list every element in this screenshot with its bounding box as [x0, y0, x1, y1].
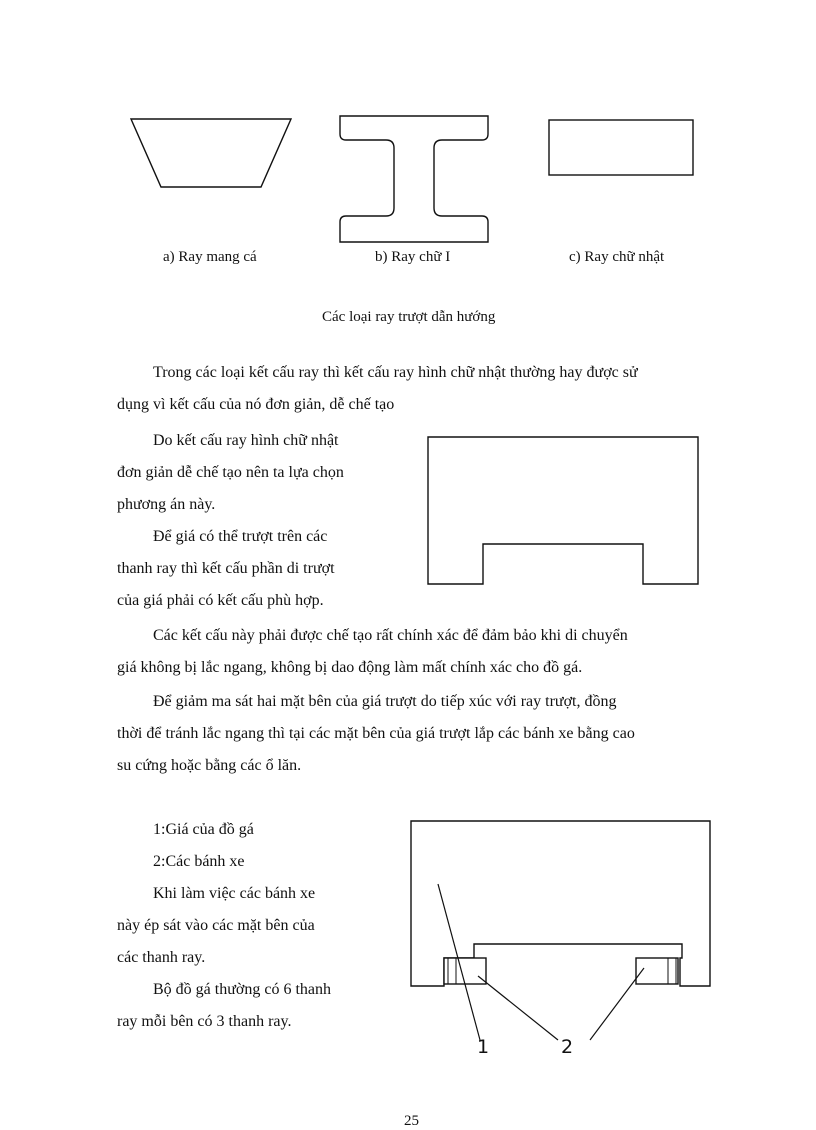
- figure-caption: Các loại ray trượt dẫn hướng: [322, 309, 496, 325]
- paragraph-4-line-1: Các kết cấu này phải được chế tạo rất chính xác để đảm bảo khi di chuyển: [153, 627, 628, 644]
- legend-block: [117, 814, 397, 1038]
- paragraph-3-line: thanh ray thì kết cấu phần di trượt: [117, 560, 335, 577]
- page-number: 25: [404, 1113, 419, 1129]
- rectangular-rail-drawing: [546, 117, 696, 177]
- paragraph-7-line: ray mỗi bên có 3 thanh ray.: [117, 1013, 292, 1030]
- paragraph-5-line-3: su cứng hoặc bằng các ổ lăn.: [117, 757, 302, 774]
- paragraph-5-line-1: Để giảm ma sát hai mặt bên của giá trượt do tiếp xúc với ray trượt, đồng: [153, 693, 617, 710]
- paragraph-5-line-2: thời để tránh lắc ngang thì tại các mặt bên của giá trượt lắp các bánh xe bằng cao: [117, 725, 635, 742]
- carriage-with-wheels-drawing: [408, 818, 714, 1068]
- paragraph-1-line-2: dụng vì kết cấu của nó đơn giản, dễ chế tạo: [117, 396, 395, 413]
- paragraph-1-line-1: Trong các loại kết cấu ray thì kết cấu ray hình chữ nhật thường hay được sử: [153, 364, 638, 381]
- callout-2: 2: [561, 1036, 574, 1058]
- paragraph-2: [117, 425, 407, 617]
- paragraph-2-line: phương án này.: [117, 496, 216, 513]
- paragraph-2-line: Do kết cấu ray hình chữ nhật: [153, 432, 339, 449]
- i-rail-drawing: [336, 112, 492, 246]
- label-rectangular-rail: c) Ray chữ nhật: [569, 249, 665, 265]
- paragraph-2-line: đơn giản dễ chế tạo nên ta lựa chọn: [117, 464, 344, 481]
- label-dovetail-rail: a) Ray mang cá: [163, 249, 257, 265]
- paragraph-3-line: Để giá có thể trượt trên các: [153, 528, 328, 545]
- paragraph-7-line: Bộ đồ gá thường có 6 thanh: [153, 981, 331, 998]
- paragraph-6-line: này ép sát vào các mặt bên của: [117, 917, 315, 934]
- dovetail-rail-drawing: [128, 116, 294, 190]
- paragraph-4-line-2: giá không bị lắc ngang, không bị dao động làm mất chính xác cho đồ gá.: [117, 659, 583, 676]
- legend-item-1: 1:Giá của đồ gá: [153, 821, 254, 838]
- paragraph-6-line: các thanh ray.: [117, 949, 206, 966]
- label-i-rail: b) Ray chữ I: [375, 249, 451, 265]
- legend-item-2: 2:Các bánh xe: [153, 853, 245, 870]
- paragraph-6-line: Khi làm việc các bánh xe: [153, 885, 316, 902]
- paragraph-3-line: của giá phải có kết cấu phù hợp.: [117, 592, 324, 609]
- callout-1: 1: [477, 1036, 490, 1058]
- carriage-profile-drawing: [425, 434, 701, 587]
